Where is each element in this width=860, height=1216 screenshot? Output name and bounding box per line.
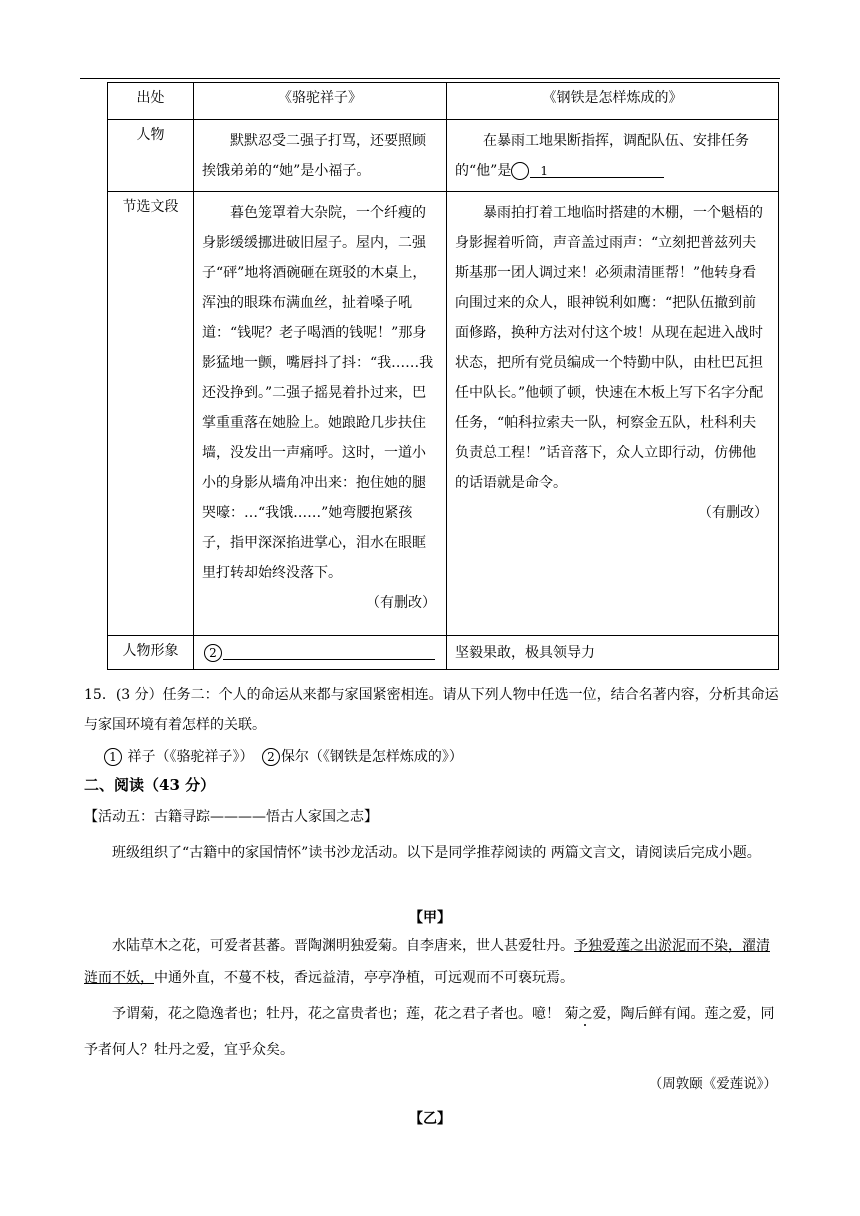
col-header-xiangzi: 《骆驼祥子》 xyxy=(194,83,447,120)
character-text-xiangzi: 默默忍受二强子打骂，还要照顾挨饿弟弟的“她”是小福子。 xyxy=(202,133,426,179)
option-paul: 保尔（《钢铁是怎样炼成的》） xyxy=(280,749,463,765)
excerpt-cell-steel xyxy=(447,192,779,636)
character-cell-xiangzi xyxy=(194,120,447,192)
table-row-source xyxy=(108,83,779,120)
passage-label-jia: 【甲】 xyxy=(409,910,451,926)
row-label-source: 出处 xyxy=(108,83,194,120)
edit-note-xiangzi: （有删改） xyxy=(366,595,436,611)
option-xiangzi: 祥子（《骆驼祥子》） xyxy=(127,749,254,765)
row-label-excerpt: 节选文段 xyxy=(108,192,194,636)
table-row-image xyxy=(108,636,779,670)
paragraph-2-text-b: 爱，陶后鲜有闻。莲之爱，同予者何人？牡丹之爱，宜乎众矣。 xyxy=(84,1006,775,1058)
table-row-excerpt xyxy=(108,192,779,636)
edit-note-steel: （有删改） xyxy=(698,505,768,521)
character-text-steel: 在暴雨工地果断指挥，调配队伍、安排任务的“他”是 xyxy=(455,133,749,179)
col-header-steel: 《钢铁是怎样炼成的》 xyxy=(447,83,779,120)
passage-jia-paragraph-2 xyxy=(84,996,780,1068)
paragraph-1-text-b: 中通外直，不蔓不枝，香远益清，亭亭净植，可远观而不可亵玩焉。 xyxy=(154,970,574,986)
question-15-options xyxy=(104,746,463,766)
option-number-2: 2 xyxy=(262,748,280,766)
blank-number-1: 1 xyxy=(511,162,529,180)
excerpt-text-xiangzi: 暮色笼罩着大杂院，一个纤瘦的身影缓缓挪进破旧屋子。屋内，二强子“砰”地将酒碗砸在斑驳的木桌上，浑浊的眼珠布满血丝，扯着嗓子吼道：“钱呢？老子喝酒的钱呢！”那身影猛地一颤，嘴唇抖了抖：“我……我还没挣到。”二强子摇晃着扑过来，巴掌重重落在她脸上。她踉跄几步扶住墙，没发出一声痛呼。这时，一道小小的身影从墙角冲出来：抱住她的腿哭嚎：…“我饿……”她弯腰抱紧孩子，指甲深深掐进掌心，泪水在眼眶里打转却始终没落下。 xyxy=(202,205,434,581)
paragraph-2-text-a: 予谓菊，花之隐逸者也；牡丹，花之富贵者也；莲，花之君子者也。噫！ 菊 xyxy=(112,1006,579,1022)
table-row-character xyxy=(108,120,779,192)
passage-jia-paragraph-1 xyxy=(84,930,780,994)
paragraph-1-text-a: 水陆草木之花，可爱者甚蕃。晋陶渊明独爱菊。自李唐来，世人甚爱牡丹。 xyxy=(112,938,574,954)
question-15: 15．(3 分）任务二：个人的命运从来都与家国紧密相连。请从下列人物中任选一位，结合名著内容，分析其命运与家国环境有着怎样的关联。 xyxy=(84,687,779,733)
activity-intro: 班级组织了“古籍中的家国情怀”读书沙龙活动。以下是同学推荐阅读的 两篇文言文，请阅读后完成小题。 xyxy=(112,845,761,861)
section-heading-reading: 二、阅读（43 分） xyxy=(84,776,216,794)
excerpt-text-steel: 暴雨拍打着工地临时搭建的木棚，一个魁梧的身影握着听筒，声音盖过雨声：“立刻把普兹列夫斯基那一团人调过来！必须肃清匪帮！”他转身看向围过来的众人，眼神锐利如鹰：“把队伍撤到前面修路，换种方法对付这个坡！从现在起进入战时状态，把所有党员编成一个特勤中队，由杜巴瓦担任中队长。”他顿了顿，快速在木板上写下名字分配任务，“帕科拉索夫一队，柯察金五队，杜科利夫负责总工程！”话音落下，众人立即行动，仿佛他的话语就是命令。 xyxy=(455,205,764,491)
row-label-image: 人物形象 xyxy=(108,636,194,670)
row-label-character: 人物 xyxy=(108,120,194,192)
underlined-sentence: 予独爱莲之出淤泥而不染，濯清涟而不妖， xyxy=(84,938,770,986)
image-cell-steel xyxy=(447,636,779,670)
blank-number-2: 2 xyxy=(204,644,222,662)
character-cell-steel xyxy=(447,120,779,192)
activity-title: 【活动五：古籍寻踪————悟古人家国之志】 xyxy=(84,809,378,825)
passage-jia-source: （周敦颐《爱莲说》） xyxy=(648,1076,777,1092)
image-cell-xiangzi xyxy=(194,636,447,670)
passage-label-yi: 【乙】 xyxy=(409,1111,451,1127)
answer-blank-1[interactable] xyxy=(530,161,664,178)
page-top-rule xyxy=(80,78,780,79)
excerpt-cell-xiangzi xyxy=(194,192,447,636)
option-number-1: 1 xyxy=(104,748,122,766)
comparison-table xyxy=(107,82,779,670)
answer-blank-2[interactable] xyxy=(223,643,435,660)
image-text-steel: 坚毅果敢，极具领导力 xyxy=(455,644,595,661)
dotted-character: 之 xyxy=(578,1006,593,1022)
